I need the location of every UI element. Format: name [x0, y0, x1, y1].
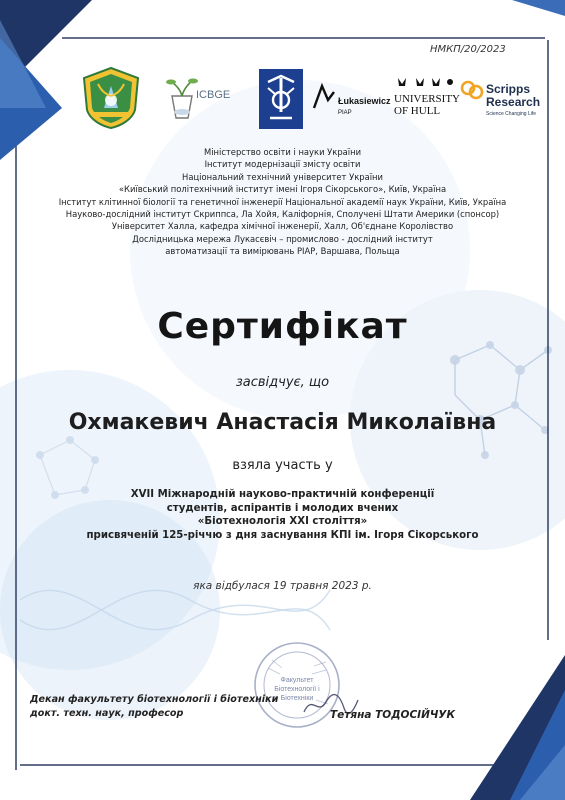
org-line: «Київський політехнічний інститут імені Ігоря Сікорського», Київ, Україна — [118, 184, 447, 195]
certificate-number: НМКП/20/2023 — [430, 44, 506, 55]
lukasiewicz-logo — [312, 80, 392, 118]
org-line: Університет Халла, кафедра хімічної інженерії, Халл, Об'єднане Королівство — [111, 221, 454, 232]
org-line: автоматизації та вимірювань PIAP, Варшава, Польща — [165, 246, 400, 257]
scripps-line2: Research — [486, 95, 541, 109]
conference-line: присвяченій 125-річчю з дня заснування КПІ ім. Ігоря Сікорського — [86, 529, 479, 541]
recipient-name: Охмакевич Анастасія Миколаївна — [68, 410, 497, 435]
scripps-logo — [460, 78, 550, 120]
logo-row — [80, 66, 550, 130]
org-line: Міністерство освіти і науки України — [203, 147, 362, 157]
hull-line2: OF HULL — [394, 105, 441, 117]
participated-text: взяла участь у — [232, 458, 333, 473]
scripps-tagline: Science Changing Life — [486, 111, 537, 117]
stamp-line: Факультет — [280, 677, 314, 684]
kpi-logo — [258, 68, 304, 130]
org-line: Інститут модернізації змісту освіти — [204, 159, 361, 170]
hull-logo — [392, 76, 462, 120]
org-line: Інститут клітинної біології та генетичної інженерії Національної академії наук України, Київ, Україна — [58, 196, 507, 207]
faculty-emblem-logo — [80, 66, 142, 130]
icbge-logo — [162, 74, 242, 126]
dean-signature-block — [30, 693, 278, 721]
icbge-text: ICBGE — [196, 89, 231, 101]
lukasiewicz-name: Łukasiewicz — [338, 96, 391, 106]
certifies-text: засвідчує, що — [235, 375, 330, 390]
dean-title-line: Декан факультету біотехнології і біотехніки — [30, 694, 279, 705]
stamp-line: Біотехнології і — [274, 686, 320, 693]
lukasiewicz-sub: PIAP — [338, 110, 352, 116]
scripps-line1: Scripps — [486, 82, 531, 96]
org-line: Науково-дослідний інститут Скриппса, Ла Хойя, Каліфорнія, Сполучені Штати Америки (спонсор) — [65, 209, 500, 220]
conference-line: студентів, аспірантів і молодих вчених — [166, 502, 399, 514]
certificate-title: Сертифікат — [157, 306, 408, 347]
org-line: Дослідницька мережа Лукасєвіч – промислово - дослідний інститут — [132, 233, 433, 244]
org-line: Національний технічний університет України — [182, 171, 383, 182]
hull-line1: UNIVERSITY — [394, 93, 460, 105]
conference-description — [30, 488, 535, 542]
stamp-line: Біотехніки — [280, 695, 314, 702]
signer-name: Тетяна ТОДОСІЙЧУК — [330, 709, 456, 721]
conference-line: «Біотехнологія XXI століття» — [197, 516, 368, 527]
conference-line: XVII Міжнародній науково-практичній конференції — [130, 489, 435, 500]
organizations-block — [40, 146, 525, 258]
dean-degree-line: докт. техн. наук, професор — [30, 708, 184, 719]
held-date: яка відбулася 19 травня 2023 р. — [193, 580, 372, 592]
